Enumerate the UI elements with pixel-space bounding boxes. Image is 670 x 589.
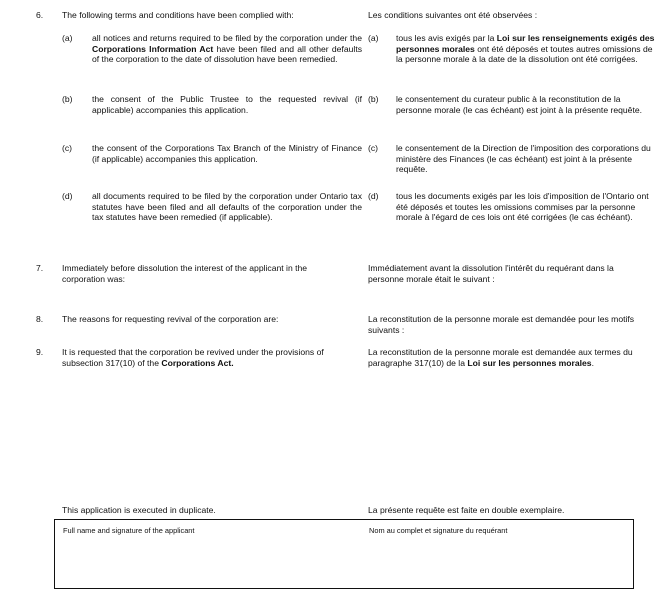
signature-label-en: Full name and signature of the applicant [63, 526, 195, 535]
item-6d-label-fr: (d) [368, 191, 379, 201]
execution-statement-en: This application is executed in duplicate. [62, 505, 216, 515]
item-6c-text-en: the consent of the Corporations Tax Branch of the Ministry of Finance (if applicable) accompanies this application. [92, 143, 362, 164]
item-9-text-fr: La reconstitution de la personne morale est demandée aux termes du paragraphe 317(10) de la Loi sur les personnes morales. [368, 347, 633, 368]
item-6a-text-en: all notices and returns required to be filed by the corporation under the Corporations Information Act have been filed and all other defaults of the corporation to the date of dissolution have been remedied. [92, 33, 363, 65]
item-6d-text-fr: tous les documents exigés par les lois d'imposition de l'Ontario ont été déposés et toutes les omissions commises par la personne morale à l'égard de ces lois ont été corrigées (le cas échéant). [396, 191, 649, 223]
item-8-text-en: The reasons for requesting revival of the corporation are: [62, 314, 279, 324]
item-6b-label-en: (b) [62, 94, 73, 104]
item-6-number: 6. [36, 10, 44, 20]
item-8-number: 8. [36, 314, 44, 324]
item-6c-text-fr: le consentement de la Direction de l'imposition des corporations du ministère des Finances (le cas échéant) est joint à la présente requête. [396, 143, 651, 175]
item-7-text-en: Immediately before dissolution the interest of the applicant in the corporation was: [62, 263, 308, 284]
item-6b-text-fr: le consentement du curateur public à la reconstitution de la personne morale (le cas échéant) est joint à la présente requête. [396, 94, 643, 115]
signature-label-fr: Nom au complet et signature du requérant [369, 526, 508, 535]
item-6d-label-en: (d) [62, 191, 73, 201]
execution-statement-fr: La présente requête est faite en double exemplaire. [368, 505, 565, 515]
item-6a-text-fr: tous les avis exigés par la Loi sur les renseignements exigés des personnes morales ont été déposés et toutes autres omissions de la personne morale à la date de la dissolution ont été corrigées. [396, 33, 655, 65]
item-6b-label-fr: (b) [368, 94, 379, 104]
item-6c-label-fr: (c) [368, 143, 379, 153]
item-6-intro-en: The following terms and conditions have been complied with: [62, 10, 294, 20]
item-9-text-en: It is requested that the corporation be revived under the provisions of subsection 317(10) of the Corporations Act. [62, 347, 324, 368]
act-name-en: Corporations Act. [161, 357, 234, 368]
item-6a-label-en: (a) [62, 33, 73, 43]
item-6a-label-fr: (a) [368, 33, 379, 43]
item-9-number: 9. [36, 347, 44, 357]
act-name-fr: Loi sur les personnes morales [467, 357, 592, 368]
item-8-text-fr: La reconstitution de la personne morale est demandée pour les motifs suivants : [368, 314, 635, 335]
item-6c-label-en: (c) [62, 143, 73, 153]
item-6-intro-fr: Les conditions suivantes ont été observées : [368, 10, 538, 20]
act-name-en: Corporations Information Act [92, 43, 214, 54]
item-7-text-fr: Immédiatement avant la dissolution l'intérêt du requérant dans la personne morale était le suivant : [368, 263, 614, 284]
item-6d-text-en: all documents required to be filed by the corporation under Ontario tax statutes have been filed and all defaults of the corporation under the tax statutes have been remedied (if applicable). [92, 191, 362, 223]
act-name-fr: Loi sur les renseignements exigés des personnes morales [396, 33, 655, 54]
item-7-number: 7. [36, 263, 44, 273]
item-6b-text-en: the consent of the Public Trustee to the requested revival (if applicable) accompanies this application. [92, 94, 362, 115]
